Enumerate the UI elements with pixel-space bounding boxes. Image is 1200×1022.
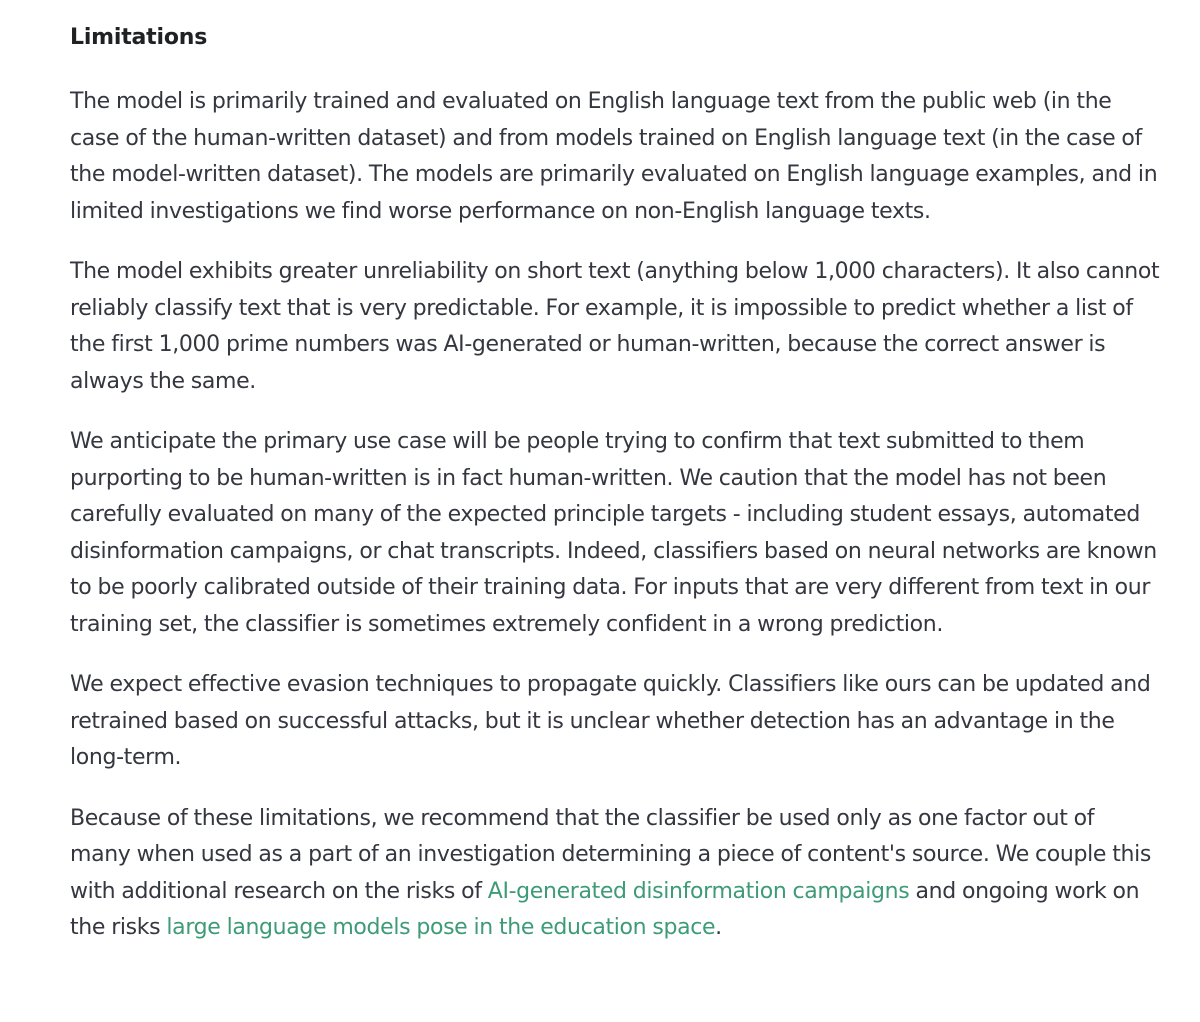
disinformation-campaigns-link[interactable]: AI-generated disinformation campaigns xyxy=(487,878,910,904)
paragraph-evasion: We expect effective evasion techniques to propagate quickly. Classifiers like ours can be updated and retrained based on successful attacks, but it is unclear whether detection has an advantage in the long-term. xyxy=(70,672,1151,770)
recommendation-text-2: and ongoing work on the risks xyxy=(70,878,1140,940)
article-section xyxy=(70,22,1160,971)
paragraph-recommendation xyxy=(70,801,1160,947)
recommendation-text-1: Because of these limitations, we recommend that the classifier be used only as one factor out of many when used as a part of an investigation determining a piece of content's source. We couple this with additional research on the risks of xyxy=(70,805,1151,904)
paragraph-language: The model is primarily trained and evaluated on English language text from the public web (in the case of the human-written dataset) and from models trained on English language text (in the case of the model-written dataset). The models are primarily evaluated on English language examples, and in limited investigations we find worse performance on non-English language texts. xyxy=(70,89,1158,224)
recommendation-text-3: . xyxy=(715,915,722,940)
education-space-link[interactable]: large language models pose in the education space xyxy=(166,915,716,940)
section-heading: Limitations xyxy=(70,25,208,50)
paragraph-use-case: We anticipate the primary use case will be people trying to confirm that text submitted to them purporting to be human-written is in fact human-written. We caution that the model has not been carefully evaluated on many of the expected principle targets - including student essays, automated disinformation campaigns, or chat transcripts. Indeed, classifiers based on neural networks are known to be poorly calibrated outside of their training data. For inputs that are very different from text in our training set, the classifier is sometimes extremely confident in a wrong prediction. xyxy=(70,429,1157,637)
paragraph-short-text: The model exhibits greater unreliability on short text (anything below 1,000 characters). It also cannot reliably classify text that is very predictable. For example, it is impossible to predict whether a list of the first 1,000 prime numbers was AI-generated or human-written, because the correct answer is always the same. xyxy=(70,259,1160,394)
